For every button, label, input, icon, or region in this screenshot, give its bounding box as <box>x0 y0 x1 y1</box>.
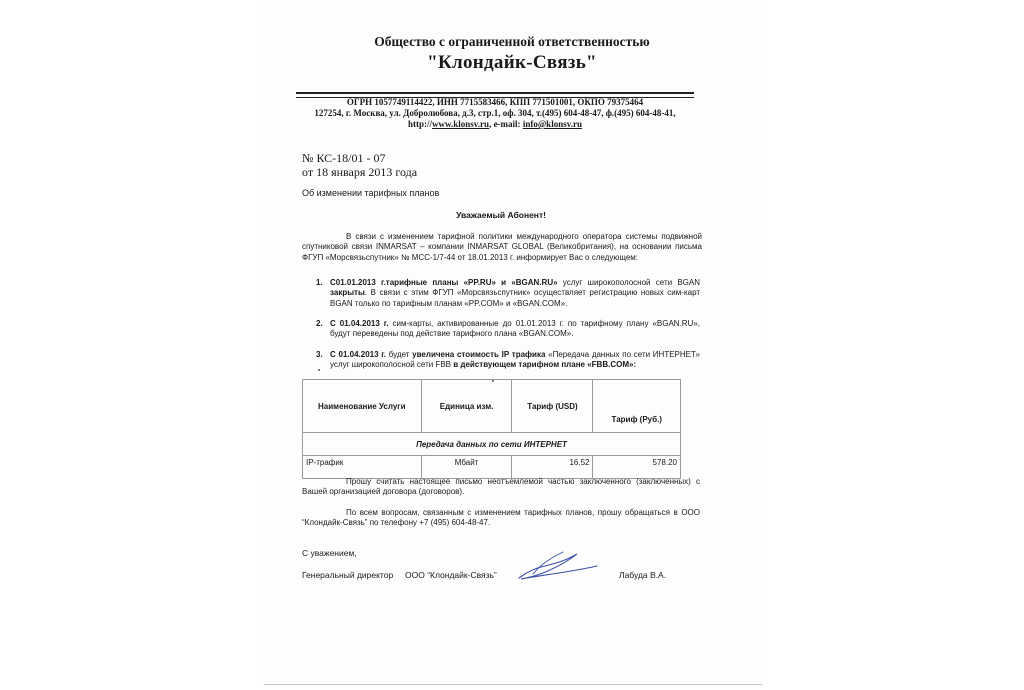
company-registration: ОГРН 1057749114422, ИНН 7715583466, КПП 771501001, ОКПО 79375464 <box>346 97 644 107</box>
table-cell-usd: 16.52 <box>512 456 593 479</box>
table-header-cell: Тариф (USD) <box>512 380 593 433</box>
list-number: 2. <box>316 319 323 328</box>
table-section-row <box>303 433 681 456</box>
item-text: . В связи с этим ФГУП «Морсвязьспутник» осуществляет регистрацию новых сим-карт BGAN только по тарифным планам «PP.COM» и «BGAN.COM». <box>330 288 700 308</box>
table-header-row <box>303 380 681 433</box>
item-text: услуг широкополосной сети BGAN <box>557 278 700 287</box>
document-subject: Об изменении тарифных планов <box>302 188 440 198</box>
website-link[interactable]: www.klonsv.ru <box>432 119 490 129</box>
table-header-cell: Единица изм. <box>421 380 512 433</box>
item-text: будет <box>386 350 413 359</box>
email-link[interactable]: info@klonsv.ru <box>522 119 582 129</box>
item-bold: в действующем тарифном плане «FBB.COM»: <box>453 360 637 370</box>
document-date: от 18 января 2013 года <box>302 165 418 179</box>
table-cell-rub: 578.20 <box>593 456 681 479</box>
company-address: 127254, г. Москва, ул. Добролюбова, д.3, стр.1, оф. 304, т.(495) 604-48-47, ф.(495) 604-48-41, <box>314 108 676 118</box>
site-prefix: http:// <box>408 119 433 129</box>
list-number: 3. <box>316 350 323 359</box>
salutation: Уважаемый Абонент! <box>456 210 546 220</box>
contact-paragraph: По всем вопросам, связанным с изменением тарифных планов, прошу обращаться в ООО “Клондайк-Связь” по телефону +7 (495) 604-48-47. <box>302 508 700 528</box>
table-section-title: Передача данных по сети ИНТЕРНЕТ <box>303 433 681 456</box>
item-bold: закрыты <box>330 288 365 298</box>
item-bold: увеличена стоимость IP трафика <box>412 350 546 359</box>
table-row <box>303 456 681 479</box>
company-contacts <box>310 119 680 130</box>
table-cell-service: IP-трафик <box>303 456 422 479</box>
tariff-table <box>302 379 681 479</box>
page-edge <box>264 684 762 685</box>
org-brand-name: "Клондайк-Связь" <box>427 52 597 73</box>
intro-paragraph: В связи с изменением тарифной политики международного оператора системы подвижной спутниковой связи INMARSAT – компании INMARSAT GLOBAL (Великобритания), на основании письма ФГУП «Морсвязьспутник» № МСС-1/7-44 от 18.01.2013 г. информирует Вас о следующем: <box>302 232 702 262</box>
signatory-position: Генеральный директор <box>302 570 394 580</box>
list-item <box>330 350 700 371</box>
list-item <box>330 319 700 340</box>
item-bold: С01.01.2013 г.тарифные планы «PP.RU» и «BGAN.RU» <box>330 278 558 287</box>
closing-paragraph: Прошу считать настоящее письмо неотъемлемой частью заключенного (заключенных) с Вашей организацией договора (договоров). <box>302 477 700 497</box>
item-text: сим-карты, активированные до 01.01.2013 г. по тарифному плану «BGAN.RU», будут переведены под действие тарифного плана «BGAN.COM». <box>330 319 701 339</box>
scan-speck <box>318 369 320 371</box>
table-header-cell: Наименование Услуги <box>303 380 422 433</box>
regards: С уважением, <box>302 548 357 558</box>
org-legal-form: Общество с ограниченной ответственностью <box>374 34 650 49</box>
list-item <box>330 278 700 309</box>
table-header-cell: Тариф (Руб.) <box>593 380 681 433</box>
document-number: № КС-18/01 - 07 <box>302 151 386 165</box>
handwritten-signature <box>505 548 600 588</box>
item-text: «Передача данных по сети ИНТЕРНЕТ» услуг широкополосной сети FBB <box>330 350 700 370</box>
item-bold: С 01.04.2013 г. <box>330 319 389 328</box>
item-bold: С 01.04.2013 г. <box>330 350 387 359</box>
email-label: , e-mail: <box>489 119 523 129</box>
list-number: 1. <box>316 278 323 287</box>
signatory-name: Лабуда В.А. <box>619 570 667 580</box>
signatory-company: ООО “Клондайк-Связь” <box>405 570 497 580</box>
table-cell-unit: Мбайт <box>421 456 512 479</box>
